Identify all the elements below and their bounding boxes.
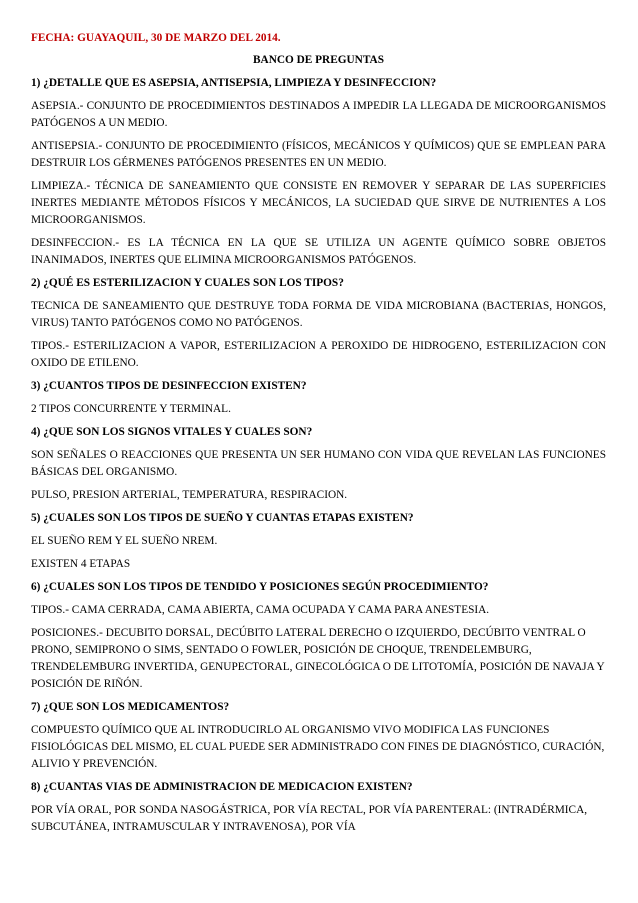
answer-1-desinfeccion: DESINFECCION.- ES LA TÉCNICA EN LA QUE SE UTILIZA UN AGENTE QUÍMICO SOBRE OBJETOS INANIMADOS, INERTES QUE ELIMINA MICROORGANISMOS PATÓGENOS. <box>31 237 606 266</box>
answer-5-stages: EXISTEN 4 ETAPAS <box>31 558 131 570</box>
answer-4-list: PULSO, PRESION ARTERIAL, TEMPERATURA, RESPIRACION. <box>31 489 348 501</box>
date-line: FECHA: GUAYAQUIL, 30 DE MARZO DEL 2014. <box>31 32 281 44</box>
question-4: 4) ¿QUE SON LOS SIGNOS VITALES Y CUALES SON? <box>31 426 313 438</box>
answer-6-positions: POSICIONES.- DECUBITO DORSAL, DECÚBITO LATERAL DERECHO O IZQUIERDO, DECÚBITO VENTRAL O PRONO, SEMIPRONO O SIMS, SENTADO O FOWLER, POSICIÓN DE CHOQUE, TRENDELEMBURG, TRENDELEMBURG INVERTIDA, GENUPECTORAL, GINECOLÓGICA O DE LITOTOMÍA, POSICIÓN DE NAVAJA Y POSICIÓN DE RIÑÓN. <box>31 627 605 690</box>
question-2: 2) ¿QUÉ ES ESTERILIZACION Y CUALES SON LOS TIPOS? <box>31 277 344 289</box>
answer-1-antisepsia: ANTISEPSIA.- CONJUNTO DE PROCEDIMIENTO (FÍSICOS, MECÁNICOS Y QUÍMICOS) QUE SE EMPLEAN PARA DESTRUIR LOS GÉRMENES PATÓGENOS PRESENTES EN UN MEDIO. <box>31 140 606 169</box>
question-8: 8) ¿CUANTAS VIAS DE ADMINISTRACION DE MEDICACION EXISTEN? <box>31 781 413 793</box>
answer-7: COMPUESTO QUÍMICO QUE AL INTRODUCIRLO AL ORGANISMO VIVO MODIFICA LAS FUNCIONES FISIOLÓGICAS DEL MISMO, EL CUAL PUEDE SER ADMINISTRADO CON FINES DE DIAGNÓSTICO, CURACIÓN, ALIVIO Y PREVENCIÓN. <box>31 724 605 770</box>
document-page <box>31 30 606 842</box>
answer-1-limpieza: LIMPIEZA.- TÉCNICA DE SANEAMIENTO QUE CONSISTE EN REMOVER Y SEPARAR DE LAS SUPERFICIES INERTES MEDIANTE MÉTODOS FÍSICOS Y MECÁNICOS, LA SUCIEDAD QUE SIRVE DE NUTRIENTES A LOS MICROORGANISMOS. <box>31 180 606 226</box>
answer-3: 2 TIPOS CONCURRENTE Y TERMINAL. <box>31 403 231 415</box>
answer-4-definition: SON SEÑALES O REACCIONES QUE PRESENTA UN SER HUMANO CON VIDA QUE REVELAN LAS FUNCIONES BÁSICAS DEL ORGANISMO. <box>31 449 606 478</box>
question-5: 5) ¿CUALES SON LOS TIPOS DE SUEÑO Y CUANTAS ETAPAS EXISTEN? <box>31 512 414 524</box>
question-3: 3) ¿CUANTOS TIPOS DE DESINFECCION EXISTEN? <box>31 380 307 392</box>
answer-1-asepsia: ASEPSIA.- CONJUNTO DE PROCEDIMIENTOS DESTINADOS A IMPEDIR LA LLEGADA DE MICROORGANISMOS PATÓGENOS A UN MEDIO. <box>31 100 606 129</box>
question-7: 7) ¿QUE SON LOS MEDICAMENTOS? <box>31 701 230 713</box>
answer-8: POR VÍA ORAL, POR SONDA NASOGÁSTRICA, POR VÍA RECTAL, POR VÍA PARENTERAL: (INTRADÉRMICA, SUBCUTÁNEA, INTRAMUSCULAR Y INTRAVENOSA), POR VÍA <box>31 804 588 833</box>
question-6: 6) ¿CUALES SON LOS TIPOS DE TENDIDO Y POSICIONES SEGÚN PROCEDIMIENTO? <box>31 581 489 593</box>
question-1: 1) ¿DETALLE QUE ES ASEPSIA, ANTISEPSIA, LIMPIEZA Y DESINFECCION? <box>31 77 437 89</box>
answer-2-types: TIPOS.- ESTERILIZACION A VAPOR, ESTERILIZACION A PEROXIDO DE HIDROGENO, ESTERILIZACION CON OXIDO DE ETILENO. <box>31 340 606 369</box>
answer-6-types: TIPOS.- CAMA CERRADA, CAMA ABIERTA, CAMA OCUPADA Y CAMA PARA ANESTESIA. <box>31 604 490 616</box>
answer-5-types: EL SUEÑO REM Y EL SUEÑO NREM. <box>31 535 218 547</box>
document-title: BANCO DE PREGUNTAS <box>253 54 384 66</box>
answer-2-definition: TECNICA DE SANEAMIENTO QUE DESTRUYE TODA FORMA DE VIDA MICROBIANA (BACTERIAS, HONGOS, VIRUS) TANTO PATÓGENOS COMO NO PATÓGENOS. <box>31 300 606 329</box>
